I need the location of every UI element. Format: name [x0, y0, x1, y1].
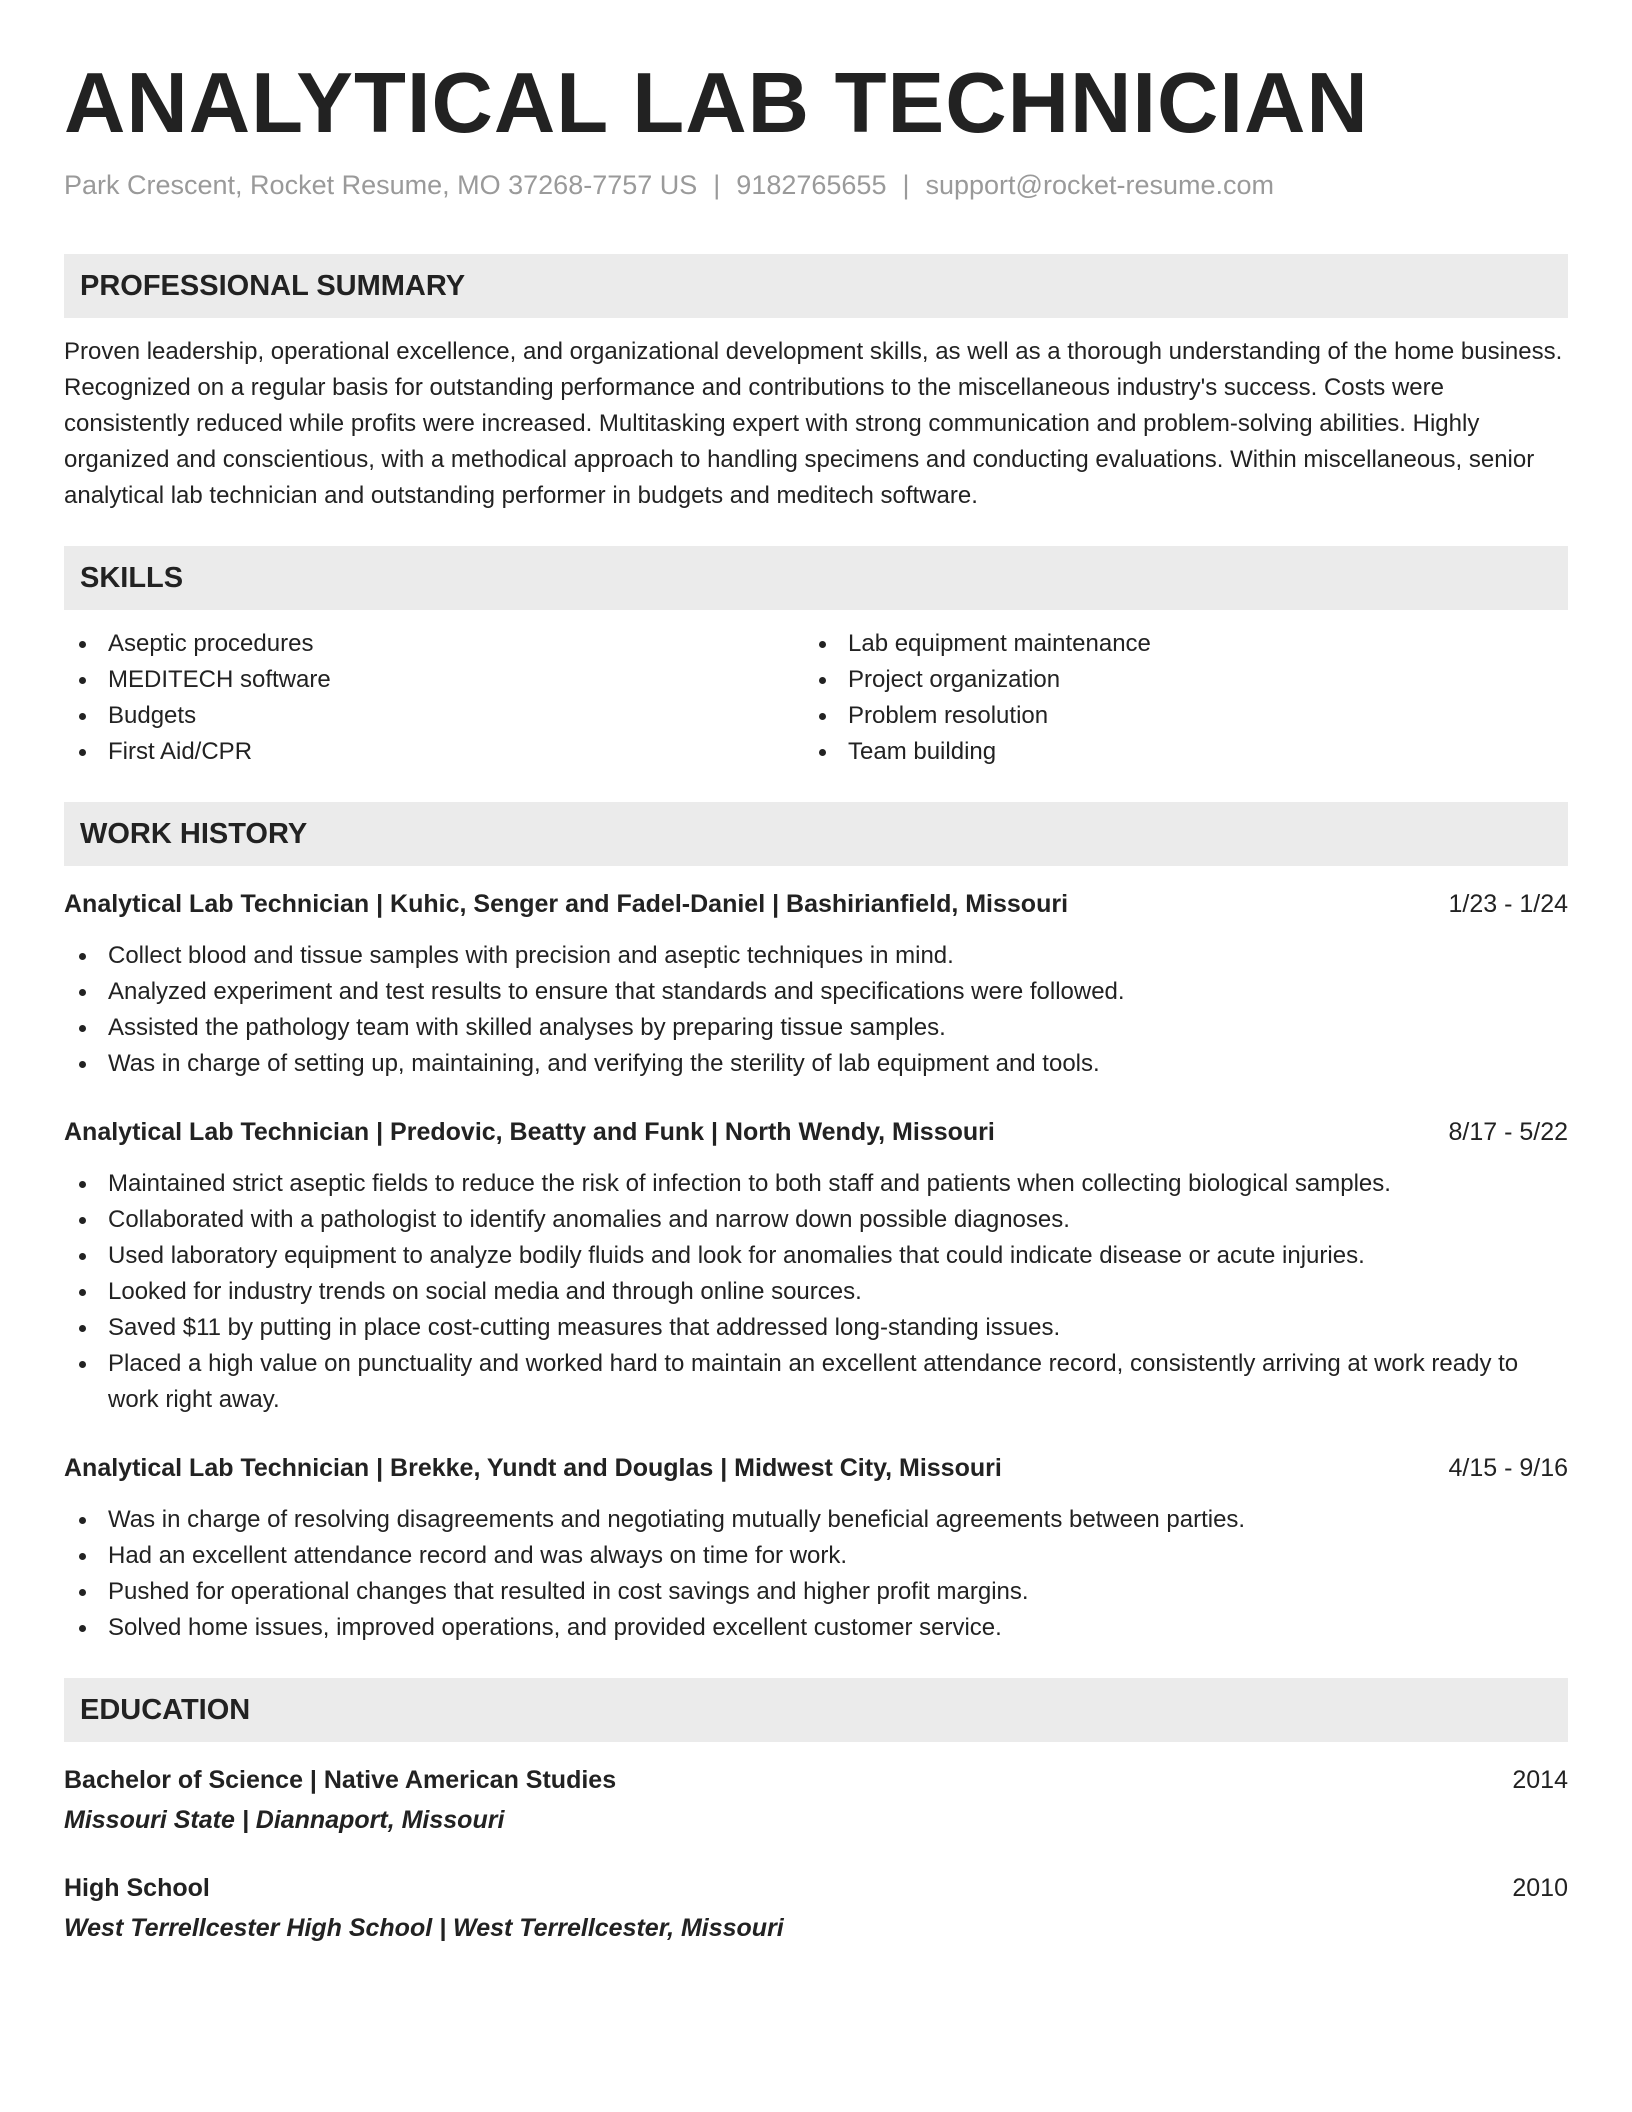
job-entry — [64, 1114, 1568, 1418]
job-bullet: Looked for industry trends on social media and through online sources. — [64, 1274, 1568, 1310]
job-bullet: Used laboratory equipment to analyze bodily fluids and look for anomalies that could indicate disease or acute injuries. — [64, 1238, 1568, 1274]
section-header-skills: SKILLS — [64, 546, 1568, 610]
job-title: Analytical Lab Technician | Kuhic, Senger and Fadel-Daniel | Bashirianfield, Missouri — [64, 890, 1069, 918]
skill-item: MEDITECH software — [64, 662, 804, 698]
skills-column-right — [804, 626, 1544, 770]
education-year: 2010 — [1512, 1874, 1568, 1902]
job-bullet: Maintained strict aseptic fields to reduce the risk of infection to both staff and patients when collecting biological samples. — [64, 1166, 1568, 1202]
education-school: Missouri State | Diannaport, Missouri — [64, 1806, 505, 1834]
section-header-summary: PROFESSIONAL SUMMARY — [64, 254, 1568, 318]
job-title: Analytical Lab Technician | Brekke, Yundt and Douglas | Midwest City, Missouri — [64, 1454, 1002, 1482]
contact-email: support@rocket-resume.com — [925, 170, 1275, 200]
job-bullet: Had an excellent attendance record and was always on time for work. — [64, 1538, 1568, 1574]
job-dates: 4/15 - 9/16 — [1448, 1454, 1568, 1482]
job-bullet: Pushed for operational changes that resulted in cost savings and higher profit margins. — [64, 1574, 1568, 1610]
job-bullet: Was in charge of resolving disagreements and negotiating mutually beneficial agreements between parties. — [64, 1502, 1568, 1538]
job-bullets — [64, 938, 1568, 1082]
job-bullets — [64, 1166, 1568, 1418]
job-header — [64, 886, 1568, 922]
job-header — [64, 1114, 1568, 1150]
job-header — [64, 1450, 1568, 1486]
job-bullet: Was in charge of setting up, maintaining, and verifying the sterility of lab equipment and tools. — [64, 1046, 1568, 1082]
contact-phone: 9182765655 — [736, 170, 887, 200]
education-degree: Bachelor of Science | Native American Studies — [64, 1766, 617, 1794]
resume-name: ANALYTICAL LAB TECHNICIAN — [64, 56, 1369, 151]
job-entry — [64, 886, 1568, 1082]
education-entry — [64, 1762, 1568, 1838]
education-entry — [64, 1870, 1568, 1946]
contact-line — [64, 168, 1568, 202]
job-bullet: Saved $11 by putting in place cost-cutting measures that addressed long-standing issues. — [64, 1310, 1568, 1346]
skills-column-left — [64, 626, 804, 770]
skill-item: Team building — [804, 734, 1544, 770]
skill-item: Project organization — [804, 662, 1544, 698]
job-dates: 1/23 - 1/24 — [1448, 890, 1568, 918]
education-year: 2014 — [1512, 1766, 1568, 1794]
contact-address: Park Crescent, Rocket Resume, MO 37268-7757 US — [64, 170, 698, 200]
education-degree: High School — [64, 1874, 210, 1902]
job-bullet: Analyzed experiment and test results to ensure that standards and specifications were followed. — [64, 974, 1568, 1010]
skill-item: Problem resolution — [804, 698, 1544, 734]
education-school: West Terrellcester High School | West Terrellcester, Missouri — [64, 1914, 784, 1942]
section-header-work-history: WORK HISTORY — [64, 802, 1568, 866]
section-header-education: EDUCATION — [64, 1678, 1568, 1742]
job-dates: 8/17 - 5/22 — [1448, 1118, 1568, 1146]
job-bullets — [64, 1502, 1568, 1646]
contact-separator: | — [902, 170, 910, 200]
skills-grid — [64, 626, 1568, 770]
job-bullet: Assisted the pathology team with skilled analyses by preparing tissue samples. — [64, 1010, 1568, 1046]
summary-text: Proven leadership, operational excellence, and organizational development skills, as well as a thorough understanding of the home business. Recognized on a regular basis for outstanding performance and contributions to the miscellaneous industry's success. Costs were consistently reduced while profits were increased. Multitasking expert with strong communication and problem-solving abilities. Highly organized and conscientious, with a methodical approach to handling specimens and conducting evaluations. Within miscellaneous, senior analytical lab technician and outstanding performer in budgets and meditech software. — [64, 338, 1563, 509]
skill-item: Lab equipment maintenance — [804, 626, 1544, 662]
job-title: Analytical Lab Technician | Predovic, Beatty and Funk | North Wendy, Missouri — [64, 1118, 995, 1146]
education-header — [64, 1762, 1568, 1798]
job-bullet: Collaborated with a pathologist to identify anomalies and narrow down possible diagnoses. — [64, 1202, 1568, 1238]
job-bullet: Solved home issues, improved operations, and provided excellent customer service. — [64, 1610, 1568, 1646]
education-header — [64, 1870, 1568, 1906]
skill-item: Aseptic procedures — [64, 626, 804, 662]
job-bullet: Placed a high value on punctuality and worked hard to maintain an excellent attendance record, consistently arriving at work ready to work right away. — [64, 1346, 1568, 1418]
skill-item: Budgets — [64, 698, 804, 734]
job-bullet: Collect blood and tissue samples with precision and aseptic techniques in mind. — [64, 938, 1568, 974]
job-entry — [64, 1450, 1568, 1646]
skill-item: First Aid/CPR — [64, 734, 804, 770]
contact-separator: | — [713, 170, 721, 200]
